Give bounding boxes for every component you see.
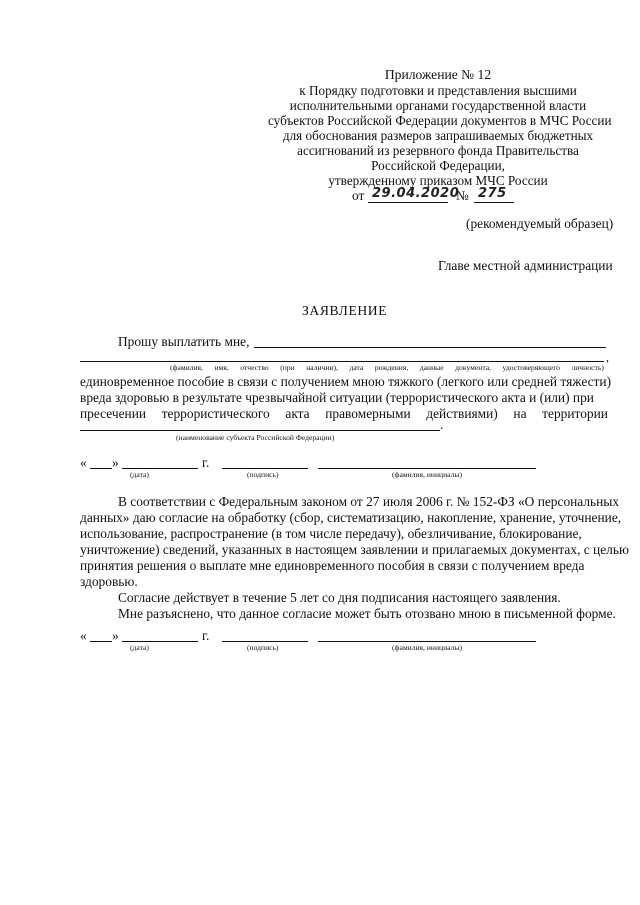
caption-person-word: рождения, xyxy=(374,363,409,372)
caption-person-word: (при xyxy=(280,363,295,372)
close-quote: » xyxy=(112,455,119,470)
caption-name: (фамилия, инициалы) xyxy=(392,470,463,479)
request-line-3-word: террористического xyxy=(161,406,270,421)
day-field[interactable] xyxy=(90,468,112,469)
signature-field-2[interactable] xyxy=(222,641,308,642)
caption-person-word: документа, xyxy=(455,363,492,372)
month-year-field[interactable] xyxy=(122,468,198,469)
addressee: Главе местной администрации xyxy=(438,258,613,273)
consent-line-1: В соответствии с Федеральным законом от 27 июля 2006 г. № 152-ФЗ «О персональных xyxy=(118,494,620,509)
consent-line-4: уничтожение) сведений, указанных в настоящем заявлении и прилагаемых документах, с целью xyxy=(80,542,629,557)
recommended-sample: (рекомендуемый образец) xyxy=(466,216,614,231)
year-suffix-2: г. xyxy=(202,628,210,643)
region-field-line[interactable] xyxy=(80,430,440,431)
person-field-line-2[interactable] xyxy=(80,361,604,362)
appendix-line-3: субъектов Российской Федерации документов в МЧС России xyxy=(268,113,612,128)
appendix-line-7: утвержденному приказом МЧС России xyxy=(328,173,548,188)
name-initials-field-2[interactable] xyxy=(318,641,536,642)
caption-person-word: (фамилия, xyxy=(170,363,203,372)
consent-line-2: данных» даю согласие на обработку (сбор, систематизацию, накопление, хранение, уточнение, xyxy=(80,510,622,525)
signature-field[interactable] xyxy=(222,468,308,469)
request-line-3-word: территории xyxy=(542,406,608,421)
caption-person-word: наличии), xyxy=(306,363,338,372)
month-year-field-2[interactable] xyxy=(122,641,198,642)
number-underline xyxy=(474,202,514,203)
handwritten-number: 275 xyxy=(478,186,507,201)
caption-person-word: отчество xyxy=(240,363,269,372)
request-line-3-word: пресечении xyxy=(80,406,147,421)
caption-person-word: личность) xyxy=(571,363,604,372)
open-quote-2: « xyxy=(80,628,87,643)
period-mark: . xyxy=(440,417,444,432)
caption-signature-2: (подпись) xyxy=(247,643,279,652)
consent-validity: Согласие действует в течение 5 лет со дня подписания настоящего заявления. xyxy=(118,590,561,605)
caption-person-word: имя, xyxy=(214,363,229,372)
document-title: ЗАЯВЛЕНИЕ xyxy=(302,303,388,318)
comma-mark: , xyxy=(606,350,609,364)
caption-person-word: данные xyxy=(419,363,444,372)
caption-person-word: дата xyxy=(349,363,364,372)
appendix-line-4: для обоснования размеров запрашиваемых бюджетных xyxy=(282,128,594,143)
caption-name-2: (фамилия, инициалы) xyxy=(392,643,463,652)
consent-revocation: Мне разъяснено, что данное согласие может быть отозвано мною в письменной форме. xyxy=(118,606,616,621)
close-quote-2: » xyxy=(112,628,119,643)
caption-region: (наименование субъекта Российской Федерации) xyxy=(176,433,335,442)
handwritten-date: 29.04.2020 xyxy=(372,186,460,201)
request-line-3 xyxy=(80,406,608,422)
appendix-title: Приложение № 12 xyxy=(384,67,492,82)
request-line-2: вреда здоровью в результате чрезвычайной ситуации (террористического акта и (или) при xyxy=(80,390,594,405)
year-suffix: г. xyxy=(202,455,210,470)
caption-signature: (подпись) xyxy=(247,470,279,479)
appendix-line-6: Российской Федерации, xyxy=(371,158,505,173)
request-line-3-word: акта xyxy=(285,406,310,421)
caption-person-word: удостоверяющего xyxy=(502,363,560,372)
name-initials-field[interactable] xyxy=(318,468,536,469)
number-label: № xyxy=(456,188,469,203)
from-label: от xyxy=(352,188,365,203)
caption-date: (дата) xyxy=(130,470,149,479)
appendix-line-1: к Порядку подготовки и представления высшими xyxy=(299,83,577,98)
consent-line-6: здоровью. xyxy=(80,574,138,589)
appendix-line-5: ассигнований из резервного фонда Правительства xyxy=(297,143,579,158)
request-intro: Прошу выплатить мне, xyxy=(118,334,250,349)
date-underline xyxy=(368,202,448,203)
consent-line-5: принятия решения о выплате мне единовременного пособия в связи с получением вреда xyxy=(80,558,585,573)
consent-line-3: использование, распространение (в том числе передачу), обезличивание, блокирование, xyxy=(80,526,582,541)
person-field-line-1[interactable] xyxy=(254,347,606,348)
request-line-3-word: действиями) xyxy=(426,406,498,421)
request-line-1: единовременное пособие в связи с получением мною тяжкого (легкого или средней тяжести) xyxy=(80,374,612,389)
day-field-2[interactable] xyxy=(90,641,112,642)
appendix-line-2: исполнительными органами государственной власти xyxy=(289,98,587,113)
caption-date-2: (дата) xyxy=(130,643,149,652)
caption-person xyxy=(170,363,604,372)
open-quote: « xyxy=(80,455,87,470)
request-line-3-word: правомерными xyxy=(325,406,411,421)
request-line-3-word: на xyxy=(513,406,527,421)
